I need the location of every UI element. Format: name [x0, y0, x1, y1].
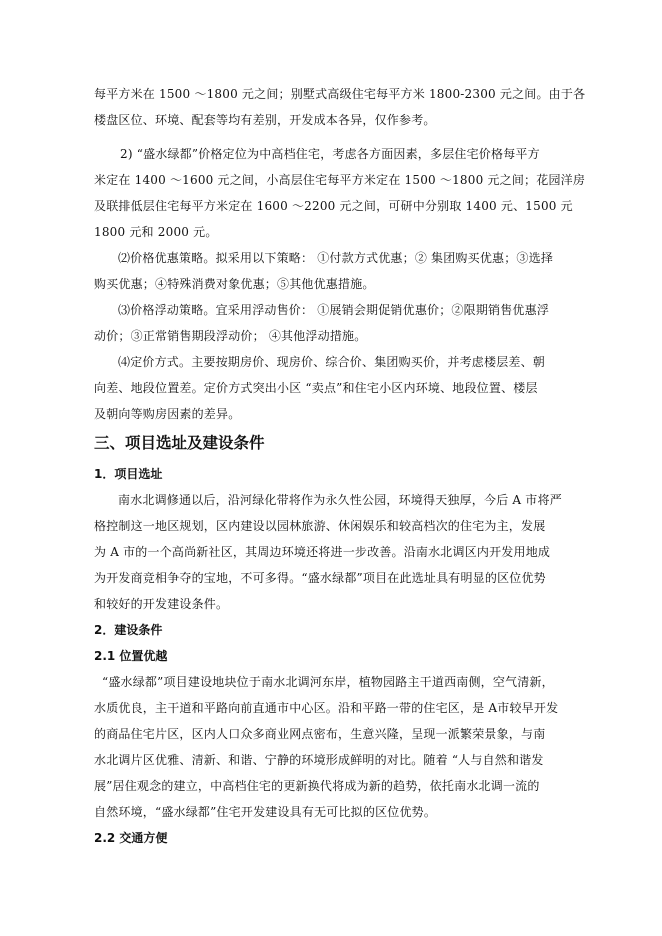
subsection-heading: 2.1 位置优越: [94, 649, 168, 663]
text-line: 的商品住宅片区，区内人口众多商业网点密布，生意兴隆，呈现一派繁荣景象，与南: [94, 727, 546, 741]
subsection-heading: 2.2 交通方便: [94, 831, 168, 845]
text-line: ⑷定价方式。主要按期房价、现房价、综合价、集团购买价，并考虑楼层差、朝: [118, 355, 546, 369]
text-line: 展”居住观念的建立，中高档住宅的更新换代将成为新的趋势，依托南水北调一流的: [94, 779, 540, 793]
text-line: 2) “盛水绿都”价格定位为中高档住宅，考虑各方面因素，多层住宅价格每平方: [120, 147, 540, 161]
text-line: “盛水绿都”项目建设地块位于南水北调河东岸，植物园路主干道西南侧，空气清新，: [102, 675, 554, 689]
text-line: 为开发商竞相争夺的宝地，不可多得。“盛水绿都”项目在此选址具有明显的区位优势: [94, 571, 546, 585]
text-line: 动价；③正常销售期段浮动价； ④其他浮动措施。: [94, 329, 367, 343]
section-heading: 三、项目选址及建设条件: [94, 434, 265, 452]
text-line: 楼盘区位、环境、配套等均有差别，开发成本各异，仅作参考。: [94, 113, 436, 127]
text-line: 水北调片区优雅、清新、和谐、宁静的环境形成鲜明的对比。随着 “人与自然和谐发: [94, 753, 544, 767]
text-line: 及朝向等购房因素的差异。: [94, 407, 241, 421]
text-line: 自然环境，“盛水绿都”住宅开发建设具有无可比拟的区位优势。: [94, 805, 437, 819]
text-line: ⑵价格优惠策略。拟采用以下策略： ①付款方式优惠；② 集团购买优惠；③选择: [118, 251, 554, 265]
text-line: 格控制这一地区规划，区内建设以园林旅游、休闲娱乐和较高档次的住宅为主，发展: [94, 519, 546, 533]
text-line: 购买优惠；④特殊消费对象优惠；⑤其他优惠措施。: [94, 277, 375, 291]
text-line: 水质优良，主干道和平路向前直通市中心区。沿和平路一带的住宅区，是 A市较早开发: [94, 701, 559, 715]
text-line: 1800 元和 2000 元。: [94, 225, 218, 239]
text-line: 为 A 市的一个高尚新社区，其周边环境还将进一步改善。沿南水北调区内开发用地成: [94, 545, 551, 559]
text-line: 和较好的开发建设条件。: [94, 597, 229, 611]
subsection-heading: 2．建设条件: [94, 623, 163, 637]
text-line: 向差、地段位置差。定价方式突出小区 “卖点”和住宅小区内环境、地段位置、楼层: [94, 381, 538, 395]
text-line: 米定在 1400 ～1600 元之间，小高层住宅每平方米定在 1500 ～1800 元之间；花园洋房: [94, 173, 586, 187]
text-line: 每平方米在 1500 ～1800 元之间；别墅式高级住宅每平方米 1800-2300 元之间。由于各: [94, 87, 586, 101]
text-line: ⑶价格浮动策略。宜采用浮动售价： ①展销会期促销优惠价；②限期销售优惠浮: [118, 303, 550, 317]
text-line: 南水北调修通以后，沿河绿化带将作为永久性公园，环境得天独厚，今后 A 市将严: [118, 493, 562, 507]
text-line: 及联排低层住宅每平方米定在 1600 ～2200 元之间，可研中分别取 1400 元、1500 元: [94, 199, 573, 213]
subsection-heading: 1．项目选址: [94, 467, 163, 481]
